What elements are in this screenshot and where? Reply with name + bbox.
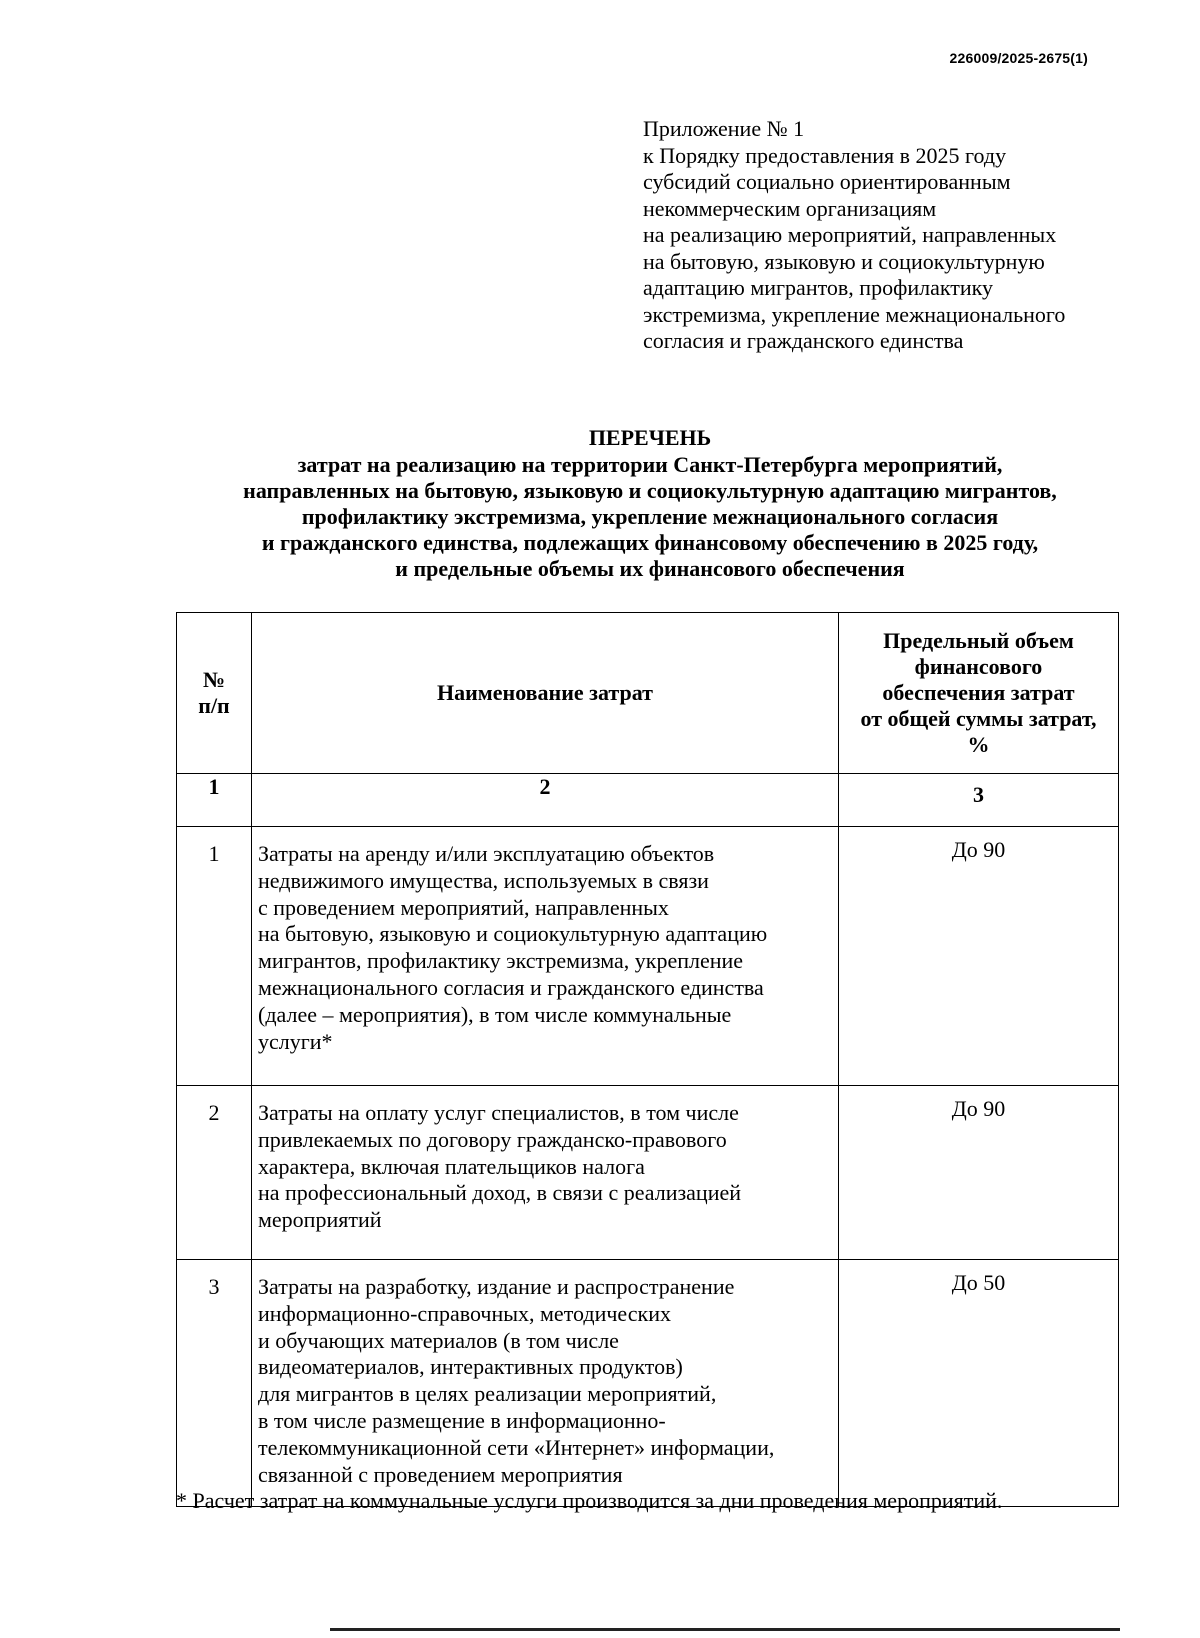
cost-name-line: Затраты на разработку, издание и распространение [258, 1274, 735, 1299]
cost-name-line: характера, включая плательщиков налога [258, 1153, 645, 1179]
row-cost-name [252, 827, 839, 1086]
appendix-line: на бытовую, языковую и социокультурную [643, 248, 1045, 274]
appendix-line: субсидий социально ориентированным [643, 169, 1011, 194]
header-number-line: № [202, 667, 226, 692]
cost-name-line: для мигрантов в целях реализации мероприятий, [258, 1381, 717, 1407]
row-index: 2 [177, 1086, 252, 1260]
document-title [120, 425, 1180, 582]
row-index: 1 [177, 827, 252, 1086]
table-row [177, 1086, 1119, 1260]
cost-name-line: межнационального согласия и гражданского единства [258, 974, 764, 1000]
cost-name-line: услуги* [258, 1028, 333, 1054]
appendix-line: Приложение № 1 [643, 116, 805, 141]
cost-name-line: телекоммуникационной сети «Интернет» информации, [258, 1434, 775, 1460]
appendix-line: к Порядку предоставления в 2025 году [643, 142, 1007, 168]
appendix-line: экстремизма, укрепление межнационального [643, 301, 1066, 327]
title-line: профилактику экстремизма, укрепление межнационального согласия [301, 504, 999, 529]
title-line: и предельные объемы их финансового обеспечения [395, 556, 905, 581]
cost-name-line: (далее – мероприятия), в том числе коммунальные [258, 1001, 732, 1027]
cost-name-line: с проведением мероприятий, направленных [258, 894, 669, 920]
row-limit: До 90 [839, 1086, 1119, 1260]
row-limit: До 90 [839, 827, 1119, 1086]
cost-name-line: мероприятий [258, 1207, 382, 1233]
table-row [177, 827, 1119, 1086]
table-row [177, 1260, 1119, 1507]
header-limit-line: финансового [914, 654, 1043, 679]
cost-name-line: мигрантов, профилактику экстремизма, укрепление [258, 948, 744, 974]
appendix-block [643, 116, 1123, 355]
cost-name-line: в том числе размещение в информационно- [258, 1407, 666, 1433]
cost-name-line: видеоматериалов, интерактивных продуктов) [258, 1354, 683, 1380]
column-number: 3 [839, 774, 1119, 827]
document-registration-number: 226009/2025-2675(1) [949, 50, 1088, 66]
title-line: затрат на реализацию на территории Санкт-Петербурга мероприятий, [297, 452, 1003, 477]
cost-name-line: связанной с проведением мероприятия [258, 1461, 623, 1487]
column-number-row [177, 774, 1119, 827]
header-limit [839, 613, 1119, 774]
header-limit-line: обеспечения затрат [882, 680, 1075, 705]
cost-name-line: информационно-справочных, методических [258, 1300, 671, 1326]
header-number-line: п/п [198, 693, 230, 718]
row-cost-name [252, 1086, 839, 1260]
cost-name-line: Затраты на аренду и/или эксплуатацию объектов [258, 841, 715, 866]
appendix-line: адаптацию мигрантов, профилактику [643, 275, 994, 300]
header-limit-line: от общей суммы затрат, [860, 706, 1097, 731]
costs-table [176, 612, 1119, 1507]
appendix-line: некоммерческим организациям [643, 195, 937, 221]
header-number [177, 613, 252, 774]
title-line: и гражданского единства, подлежащих финансовому обеспечению в 2025 году, [261, 530, 1039, 555]
cost-name-line: и обучающих материалов (в том числе [258, 1327, 619, 1353]
footnote: * Расчет затрат на коммунальные услуги производится за дни проведения мероприятий. [176, 1488, 1003, 1513]
title-heading: ПЕРЕЧЕНЬ [588, 425, 712, 450]
header-cost-name: Наименование затрат [252, 613, 839, 774]
header-limit-line: Предельный объем [883, 628, 1074, 653]
row-limit: До 50 [839, 1260, 1119, 1507]
row-cost-name [252, 1260, 839, 1507]
cost-name-line: недвижимого имущества, используемых в связи [258, 867, 709, 893]
cost-name-line: на бытовую, языковую и социокультурную адаптацию [258, 921, 768, 947]
column-number: 1 [177, 774, 252, 827]
appendix-line: согласия и гражданского единства [643, 328, 964, 353]
column-number: 2 [252, 774, 839, 827]
cost-name-line: Затраты на оплату услуг специалистов, в том числе [258, 1100, 739, 1125]
appendix-line: на реализацию мероприятий, направленных [643, 222, 1057, 247]
cost-name-line: на профессиональный доход, в связи с реализацией [258, 1180, 742, 1206]
row-index: 3 [177, 1260, 252, 1507]
cost-name-line: привлекаемых по договору гражданско-правового [258, 1126, 727, 1152]
scan-edge-line [330, 1628, 1120, 1631]
title-line: направленных на бытовую, языковую и социокультурную адаптацию мигрантов, [243, 478, 1057, 503]
table-header-row [177, 613, 1119, 774]
header-limit-line: % [967, 732, 990, 757]
